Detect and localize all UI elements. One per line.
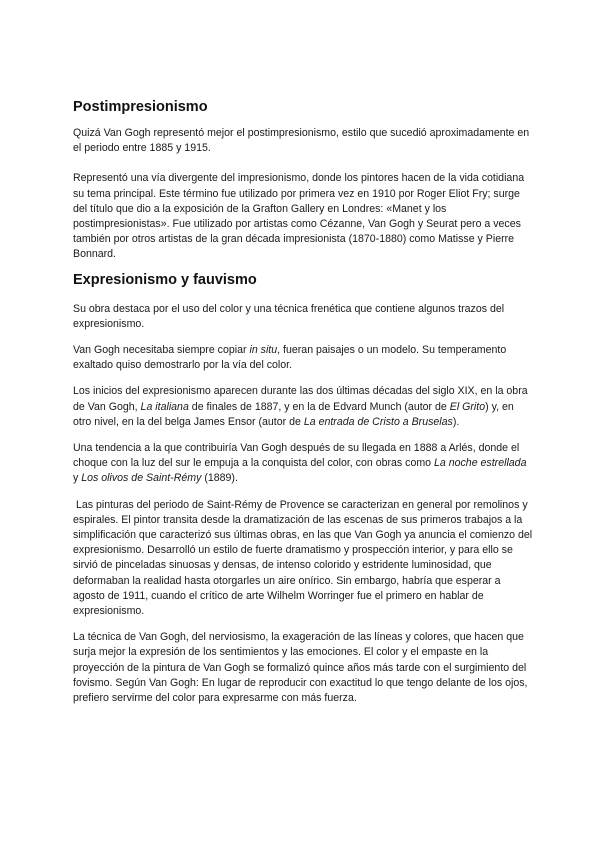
text-span: Una tendencia a la que contribuiría Van Gogh después de su llegada en 1888 a Arlés, donde el choque con la luz del sur le empuja a la conquista del color, con obras como	[73, 442, 520, 470]
document-body	[73, 98, 536, 706]
italic-noche-estrellada: La noche estrellada	[434, 457, 527, 470]
paragraph-intro: Quizá Van Gogh representó mejor el postimpresionismo, estilo que sucedió aproximadamente en el periodo entre 1885 y 1915.	[73, 127, 530, 155]
italic-los-olivos: Los olivos de Saint-Rémy	[81, 472, 202, 485]
italic-la-italiana: La italiana	[140, 400, 189, 413]
paragraph-inicios-expresionismo	[73, 384, 533, 430]
paragraph-color-technique: Su obra destaca por el uso del color y una técnica frenética que contiene algunos trazos del expresionismo.	[73, 302, 505, 330]
text-span: de finales de 1887, y en la de Edvard Munch (autor de	[188, 400, 450, 413]
paragraph-arles	[73, 441, 533, 487]
heading-postimpresionismo: Postimpresionismo	[73, 99, 208, 115]
text-span: y	[73, 472, 82, 485]
italic-in-situ: in situ	[249, 344, 278, 357]
paragraph-tecnica: La técnica de Van Gogh, del nerviosismo, la exageración de las líneas y colores, que hacen que surja mejor la expresión de los sentimientos y las emociones. El color y el empaste en la proyección de la pintura de Van Gogh se formalizó quince años más tarde con el surgimiento del fovismo. Según Van Gogh: En lugar de reproducir con exactitud lo que tengo delante de los ojos, prefiero servirme del color para expresarme con más fuerza.	[73, 631, 528, 705]
text-span: , fueran paisajes o un modelo. Su temperamento exaltado quiso demostrarlo por la vía del color.	[73, 344, 507, 372]
italic-el-grito: El Grito	[449, 400, 486, 413]
italic-la-entrada: La entrada de Cristo a Bruselas	[303, 415, 453, 428]
text-span: ) y, en otro nivel, en la del belga James Ensor (autor de	[73, 400, 514, 428]
heading-expresionismo: Expresionismo y fauvismo	[73, 271, 257, 288]
paragraph-saint-remy: Las pinturas del periodo de Saint-Rémy de Provence se caracterizan en general por remolinos y espirales. El pintor transita desde la dramatización de las escenas de sus primeros trabajos a la simplificación que caracterizó sus últimas obras, en las que Van Gogh ya anuncia el comienzo del expresionismo. Desarrolló un estilo de fuerte dramatismo y prospección interior, y para ello se sirvió de pinceladas sinuosas y densas, de intenso colorido y estridente luminosidad, que deformaban la realidad hasta otorgarles un aire onírico. Sin embargo, habría que esperar a agosto de 1911, cuando el crítico de arte Wilhelm Worringer fue el primero en hablar de expresionismo.	[73, 498, 536, 618]
text-span: (1889).	[201, 472, 238, 485]
paragraph-in-situ	[73, 343, 533, 373]
text-span: Van Gogh necesitaba siempre copiar	[73, 344, 250, 357]
text-span: ).	[452, 415, 460, 428]
text-span: Los inicios del expresionismo aparecen durante las dos últimas décadas del siglo XIX, en la obra de Van Gogh,	[73, 385, 528, 413]
paragraph-postimpresionismo-definition: Representó una vía divergente del impresionismo, donde los pintores hacen de la vida cotidiana su tema principal. Este término fue utilizado por primera vez en 1910 por Roger Eliot Fry; surge del título que dio a la exposición de la Grafton Gallery en Londres: «Manet y los postimpresionistas». Fue utilizado por artistas como Cézanne, Van Gogh y Seurat pero a veces también por otros artistas de la gran década impresionista (1870-1880) como Matisse y Pierre Bonnard.	[73, 172, 525, 261]
